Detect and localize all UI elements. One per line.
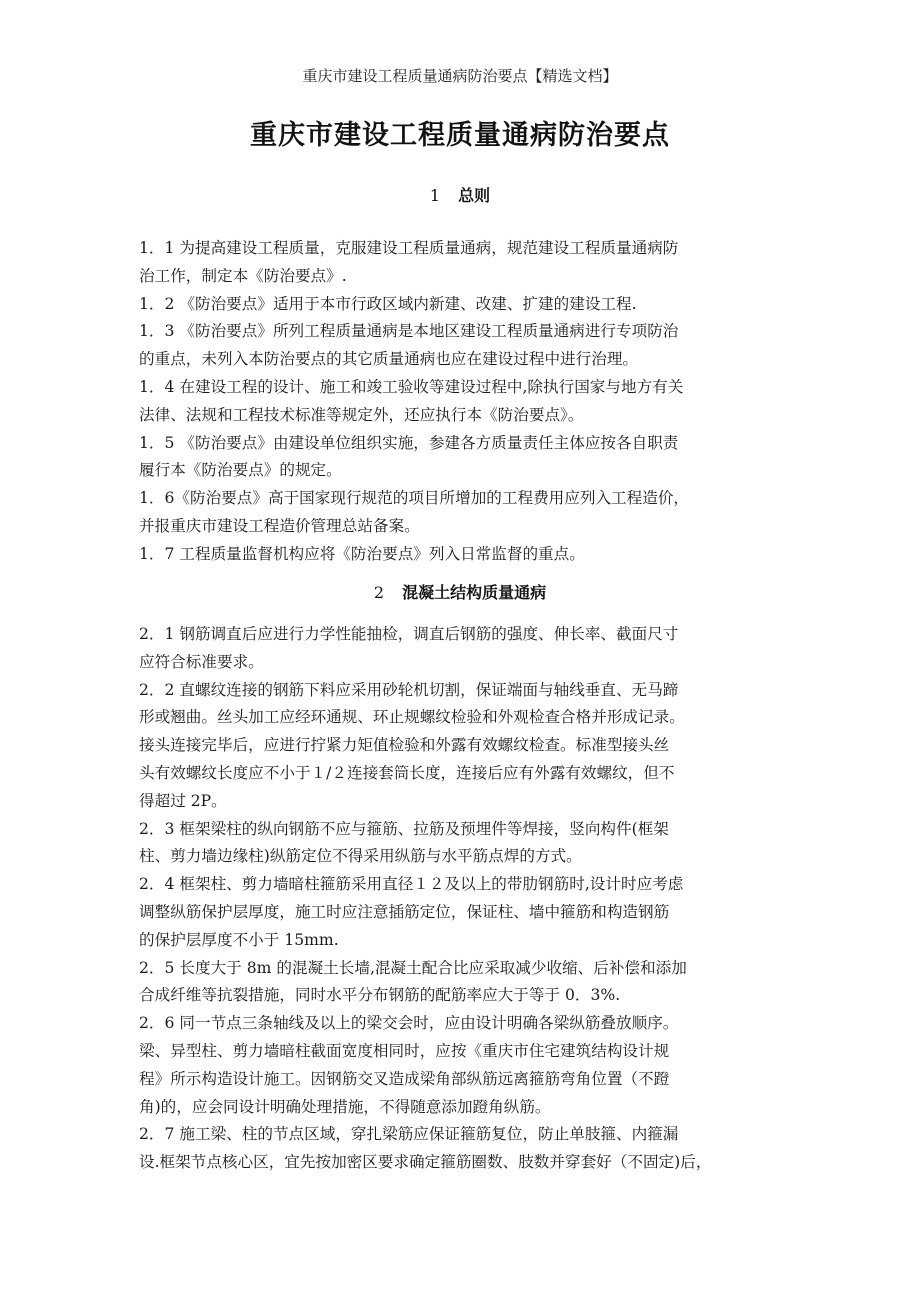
text-line: 1．5 《防治要点》由建设单位组织实施，参建各方质量责任主体应按各自职责	[139, 433, 679, 452]
text-line: 1．7 工程质量监督机构应将《防治要点》列入日常监督的重点。	[139, 544, 585, 563]
text-line: 1．1 为提高建设工程质量，克服建设工程质量通病，规范建设工程质量通病防	[139, 239, 679, 257]
text-line: 2．3 框架梁柱的纵向钢筋不应与箍筋、拉筋及预埋件等焊接，竖向构件(框架	[139, 819, 669, 838]
section-title: 混凝土结构质量通病	[402, 583, 547, 602]
section-body-concrete	[139, 621, 819, 1177]
section-heading-concrete	[0, 581, 920, 605]
running-header: 重庆市建设工程质量通病防治要点【精选文档】	[302, 67, 618, 85]
text-line: 治工作，制定本《防治要点》.	[139, 266, 347, 285]
text-line: 并报重庆市建设工程造价管理总站备案。	[139, 516, 420, 535]
text-line: 头有效螺纹长度应不小于１/２连接套筒长度，连接后应有外露有效螺纹，但不	[139, 763, 675, 782]
section-number: 1	[429, 186, 441, 205]
text-line: 合成纤维等抗裂措施，同时水平分布钢筋的配筋率应大于等于 0．3%.	[139, 986, 621, 1005]
section-body-general	[139, 235, 819, 569]
text-line: 2．6 同一节点三条轴线及以上的梁交会时，应由设计明确各梁纵筋叠放顺序。	[139, 1014, 679, 1033]
text-line: 梁、异型柱、剪力墙暗柱截面宽度相同时，应按《重庆市住宅建筑结构设计规	[139, 1041, 670, 1060]
text-line: 的重点，未列入本防治要点的其它质量通病也应在建设过程中进行治理。	[139, 350, 639, 369]
text-line: 应符合标准要求。	[139, 652, 264, 671]
text-line: 履行本《防治要点》的规定。	[139, 461, 342, 480]
text-line: 2．1 钢筋调直后应进行力学性能抽检，调直后钢筋的强度、伸长率、截面尺寸	[139, 625, 679, 643]
text-line: 形或翘曲。丝头加工应经环通规、环止规螺纹检验和外观检查合格并形成记录。	[139, 708, 685, 727]
text-line: 柱、剪力墙边缘柱)纵筋定位不得采用纵筋与水平筋点焊的方式。	[139, 847, 582, 866]
text-line: 2．7 施工梁、柱的节点区域，穿扎梁筋应保证箍筋复位，防止单肢箍、内箍漏	[139, 1125, 679, 1144]
text-line: 2．5 长度大于 8m 的混凝土长墙,混凝土配合比应采取减少收缩、后补偿和添加	[139, 958, 687, 977]
text-line: 2．4 框架柱、剪力墙暗柱箍筋采用直径１２及以上的带肋钢筋时,设计时应考虑	[139, 875, 684, 894]
text-line: 设.框架节点核心区，宜先按加密区要求确定箍筋圈数、肢数并穿套好（不固定)后，	[139, 1153, 712, 1172]
text-line: 调整纵筋保护层厚度，施工时应注意插筋定位，保证柱、墙中箍筋和构造钢筋	[139, 902, 670, 921]
section-number: 2	[373, 583, 385, 602]
section-title: 总则	[458, 186, 491, 205]
text-line: 法律、法规和工程技术标准等规定外，还应执行本《防治要点》。	[139, 405, 584, 424]
text-line: 角)的，应会同设计明确处理措施，不得随意添加蹬角纵筋。	[139, 1097, 551, 1116]
text-line: 2．2 直螺纹连接的钢筋下料应采用砂轮机切割，保证端面与轴线垂直、无马蹄	[139, 680, 679, 699]
text-line: 程》所示构造设计施工。因钢筋交叉造成梁角部纵筋远离箍筋弯角位置（不蹬	[139, 1069, 670, 1088]
text-line: 得超过 2P。	[139, 791, 227, 810]
text-line: 1．2 《防治要点》适用于本市行政区域内新建、改建、扩建的建设工程.	[139, 294, 637, 313]
text-line: 的保护层厚度不小于 15mm.	[139, 930, 339, 949]
section-heading-general	[0, 184, 920, 208]
text-line: 1．6《防治要点》高于国家现行规范的项目所增加的工程费用应列入工程造价，	[139, 489, 690, 508]
text-line: 1．4 在建设工程的设计、施工和竣工验收等建设过程中,除执行国家与地方有关	[139, 377, 684, 396]
document-title: 重庆市建设工程质量通病防治要点	[250, 120, 670, 151]
text-line: 1．3 《防治要点》所列工程质量通病是本地区建设工程质量通病进行专项防治	[139, 322, 679, 341]
text-line: 接头连接完毕后，应进行拧紧力矩值检验和外露有效螺纹检查。标准型接头丝	[139, 736, 670, 755]
